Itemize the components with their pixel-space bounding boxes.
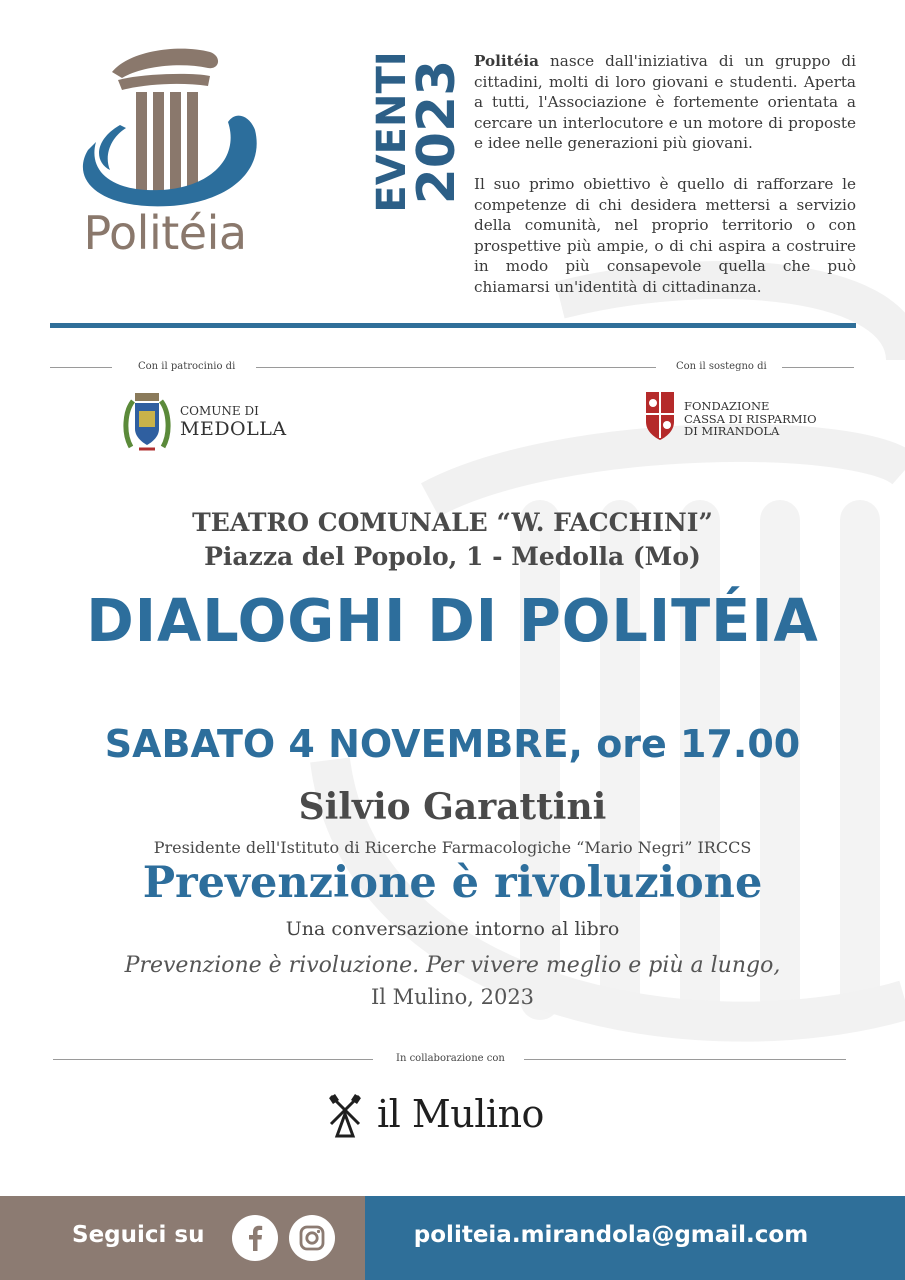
contact-email[interactable]: politeia.mirandola@gmail.com: [413, 1222, 809, 1248]
comune-line2: MEDOLLA: [180, 418, 287, 440]
sostegno-label: Con il sostegno di: [676, 361, 767, 372]
instagram-icon[interactable]: [289, 1215, 335, 1261]
events-label: EVENTI: [369, 51, 415, 213]
venue-name: TEATRO COMUNALE “W. FACCHINI”: [192, 508, 713, 537]
intro-paragraph-1: [474, 51, 856, 154]
logo-wordmark: Politéia: [83, 206, 247, 260]
comune-medolla: [180, 402, 287, 438]
il-mulino-logo: il Mulino: [377, 1092, 544, 1136]
speaker-role: Presidente dell'Istituto di Ricerche Farmacologiche “Mario Negri” IRCCS: [153, 838, 752, 857]
windmill-icon: [325, 1092, 365, 1138]
divider-line: [524, 1059, 846, 1060]
facebook-icon[interactable]: [232, 1215, 278, 1261]
speaker-name: Silvio Garattini: [298, 786, 607, 828]
conversation-note: Una conversazione intorno al libro: [285, 918, 620, 940]
follow-us-label: Seguici su: [72, 1222, 205, 1248]
talk-title: Prevenzione è rivoluzione: [142, 858, 763, 908]
fondazione-crest-icon: [642, 388, 678, 442]
patrocinio-label: Con il patrocinio di: [138, 361, 236, 372]
fondazione-line: DI MIRANDOLA: [684, 424, 780, 438]
intro-paragraph-2: Il suo primo obiettivo è quello di rafforzare le competenze di chi desidera mettersi a servizio della comunità, nel proprio territorio o con prospettive più ampie, o di chi aspira a costruire in modo più consapevole quella che può chiamarsi un'identità di cittadinanza.: [474, 175, 856, 296]
fondazione-line: FONDAZIONE: [684, 399, 770, 413]
intro-lead: Politéia: [474, 52, 539, 70]
events-year: 2023: [407, 59, 467, 205]
intro-rest: nasce dall'iniziativa di un gruppo di cittadini, molti di loro giovani e studenti. Aperta a tutti, l'Associazione è fortemente orientata a cercare un interlocutore e un motore di proposte e idee nelle generazioni più giovani.: [474, 52, 856, 153]
medolla-crest-icon: [123, 389, 171, 453]
divider-line: [53, 1059, 373, 1060]
book-title: Prevenzione è rivoluzione. Per vivere meglio e più a lungo,: [124, 953, 781, 978]
fondazione-cassa: [684, 400, 817, 438]
divider-line: [256, 367, 656, 368]
divider-line: [782, 367, 854, 368]
collaboration-label: In collaborazione con: [396, 1053, 505, 1064]
venue-address: Piazza del Popolo, 1 - Medolla (Mo): [204, 542, 701, 571]
series-title: DIALOGHI DI POLITÉIA: [86, 586, 819, 655]
events-year-badge: [368, 42, 466, 222]
fondazione-line: CASSA DI RISPARMIO: [684, 411, 817, 426]
comune-line1: COMUNE DI: [180, 404, 259, 418]
header-divider: [50, 323, 856, 328]
event-date-time: SABATO 4 NOVEMBRE, ore 17.00: [104, 722, 801, 766]
divider-line: [50, 367, 112, 368]
book-publisher: Il Mulino, 2023: [370, 985, 535, 1009]
